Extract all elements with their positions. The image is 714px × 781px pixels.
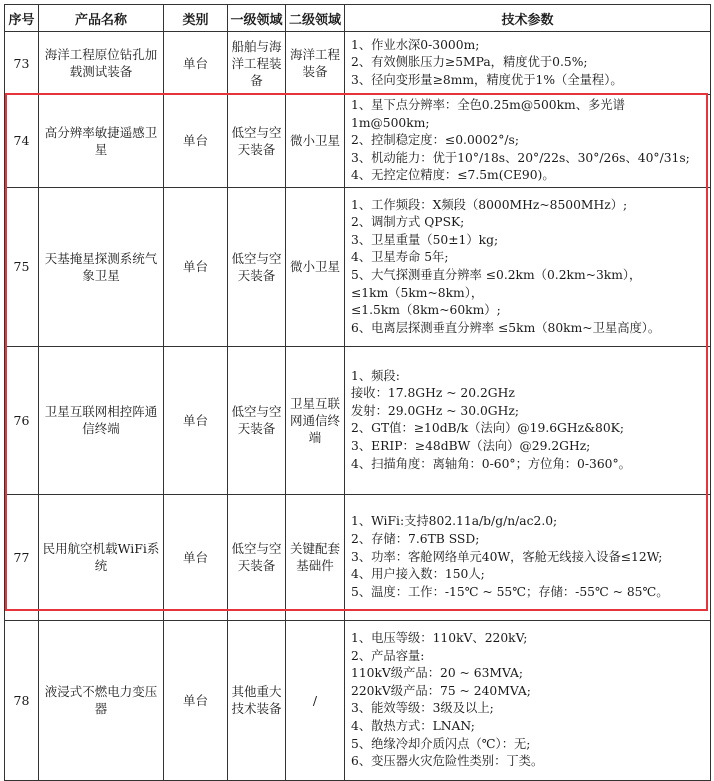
row-level2: 关键配套基础件 xyxy=(286,494,345,620)
param-line: 4、用户接入数：150人; xyxy=(351,567,485,582)
param-line: 3、能效等级：3级及以上; xyxy=(351,701,494,716)
param-line: 3、ERIP：≥48dBW（法向）@29.2GHz; xyxy=(351,439,591,454)
table-row xyxy=(5,620,711,780)
row-name: 海洋工程原位钻孔加载测试装备 xyxy=(39,32,164,95)
row-category: 单台 xyxy=(164,494,228,620)
header-params: 技术参数 xyxy=(345,5,711,32)
param-line: 2、存储：7.6TB SSD; xyxy=(351,532,480,547)
param-line: 5、温度：工作：-15℃ ~ 55℃；存储：-55℃ ~ 85℃。 xyxy=(351,584,669,599)
row-name: 高分辨率敏捷遥感卫星 xyxy=(39,95,164,188)
row-level2: 海洋工程装备 xyxy=(286,32,345,95)
table-row xyxy=(5,32,711,95)
param-line: 3、功率：客舱网络单元40W，客舱无线接入设备≤12W; xyxy=(351,549,663,564)
row-level1: 船舶与海洋工程装备 xyxy=(228,32,286,95)
param-line: 1m@500km; xyxy=(351,115,430,130)
param-line: 5、绝缘冷却介质闪点（℃）：无; xyxy=(351,736,531,751)
row-name: 卫星互联网相控阵通信终端 xyxy=(39,346,164,494)
row-name: 液浸式不燃电力变压器 xyxy=(39,620,164,780)
row-seq: 74 xyxy=(5,95,39,188)
param-line: 4、无控定位精度：≤7.5m(CE90)。 xyxy=(351,168,555,183)
row-params xyxy=(345,187,711,346)
row-params xyxy=(345,346,711,494)
param-line: 1、WiFi:支持802.11a/b/g/n/ac2.0; xyxy=(351,514,558,529)
param-line: ≤1km（5km~8km）， xyxy=(351,285,484,300)
param-line: 2、产品容量: xyxy=(351,648,425,663)
table-row xyxy=(5,346,711,494)
row-level1: 低空与空天装备 xyxy=(228,494,286,620)
param-line: 1、作业水深0-3000m; xyxy=(351,37,480,52)
row-params xyxy=(345,494,711,620)
param-line: 220kV级产品：75 ~ 240MVA; xyxy=(351,683,531,698)
row-name: 天基掩星探测系统气象卫星 xyxy=(39,187,164,346)
param-line: 3、径向变形量≥8mm，精度优于1%（全量程）。 xyxy=(351,72,623,87)
table-row xyxy=(5,187,711,346)
row-level2: 微小卫星 xyxy=(286,187,345,346)
param-line: ≤1.5km（8km~60km）; xyxy=(351,303,501,318)
param-line: 发射：29.0GHz ~ 30.0GHz; xyxy=(351,403,519,418)
row-category: 单台 xyxy=(164,32,228,95)
row-seq: 77 xyxy=(5,494,39,620)
table-header-row xyxy=(5,5,711,32)
row-params xyxy=(345,620,711,780)
header-name: 产品名称 xyxy=(39,5,164,32)
param-line: 3、卫星重量（50±1）kg; xyxy=(351,232,499,247)
row-seq: 73 xyxy=(5,32,39,95)
row-seq: 76 xyxy=(5,346,39,494)
row-params xyxy=(345,95,711,188)
param-line: 4、散热方式：LNAN; xyxy=(351,719,475,734)
param-line: 2、控制稳定度：≤0.0002°/s; xyxy=(351,133,519,148)
row-level1: 低空与空天装备 xyxy=(228,95,286,188)
header-level1: 一级领域 xyxy=(228,5,286,32)
row-level1: 其他重大技术装备 xyxy=(228,620,286,780)
param-line: 3、机动能力：优于10°/18s、20°/22s、30°/26s、40°/31s; xyxy=(351,150,690,165)
row-level1: 低空与空天装备 xyxy=(228,187,286,346)
param-line: 6、电离层探测垂直分辨率 ≤5km（80km~卫星高度）。 xyxy=(351,320,661,335)
table-row xyxy=(5,494,711,620)
row-category: 单台 xyxy=(164,620,228,780)
param-line: 4、卫星寿命 5年; xyxy=(351,250,449,265)
param-line: 1、电压等级：110kV、220kV; xyxy=(351,631,528,646)
row-seq: 75 xyxy=(5,187,39,346)
row-seq: 78 xyxy=(5,620,39,780)
row-name: 民用航空机载WiFi系统 xyxy=(39,494,164,620)
param-line: 接收：17.8GHz ~ 20.2GHz xyxy=(351,386,515,401)
header-category: 类别 xyxy=(164,5,228,32)
param-line: 1、频段: xyxy=(351,368,400,383)
table-row xyxy=(5,95,711,188)
header-level2: 二级领域 xyxy=(286,5,345,32)
param-line: 2、有效侧胀压力≥5MPa，精度优于0.5%; xyxy=(351,55,588,70)
row-params xyxy=(345,32,711,95)
param-line: 2、调制方式 QPSK; xyxy=(351,215,465,230)
header-seq: 序号 xyxy=(5,5,39,32)
param-line: 1、星下点分辨率：全色0.25m@500km、多光谱 xyxy=(351,98,625,112)
param-line: 5、大气探测垂直分辨率 ≤0.2km（0.2km~3km）， xyxy=(351,267,642,282)
param-line: 6、变压器火灾危险性类别：丁类。 xyxy=(351,754,544,769)
equipment-table xyxy=(4,4,711,781)
row-level1: 低空与空天装备 xyxy=(228,346,286,494)
param-line: 2、GT值：≥10dB/k（法向）@19.6GHz&80K; xyxy=(351,421,625,436)
row-level2: 微小卫星 xyxy=(286,95,345,188)
row-level2: / xyxy=(286,620,345,780)
row-category: 单台 xyxy=(164,95,228,188)
row-level2: 卫星互联网通信终端 xyxy=(286,346,345,494)
param-line: 4、扫描角度：离轴角：0-60°；方位角：0-360°。 xyxy=(351,456,631,471)
row-category: 单台 xyxy=(164,346,228,494)
param-line: 1、工作频段：X频段（8000MHz~8500MHz）; xyxy=(351,197,628,212)
param-line: 110kV级产品：20 ~ 63MVA; xyxy=(351,666,524,681)
row-category: 单台 xyxy=(164,187,228,346)
